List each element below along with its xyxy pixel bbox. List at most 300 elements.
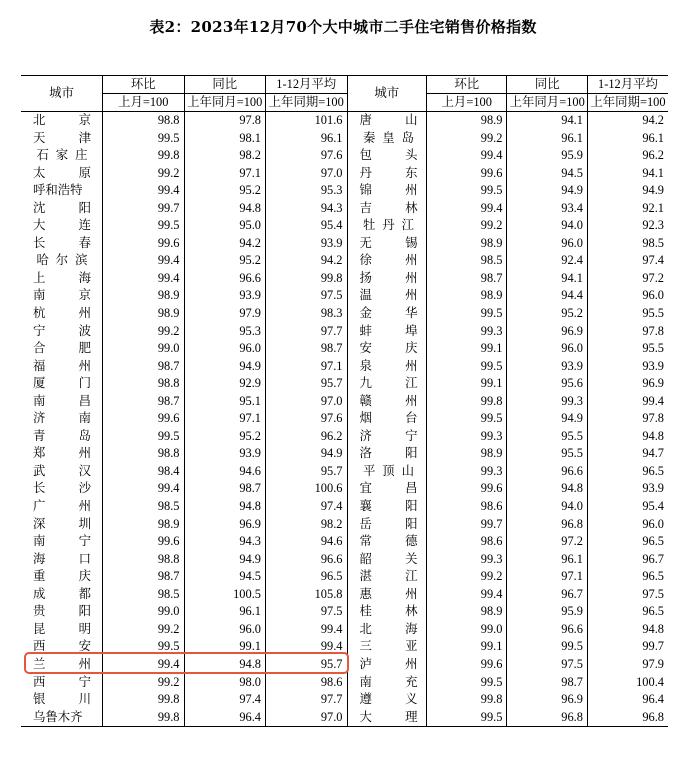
mom-value: 98.8 (103, 551, 185, 569)
yoy-value-2: 99.5 (507, 638, 587, 656)
yoy-value-2: 96.8 (507, 516, 587, 534)
mom-value-2: 99.1 (426, 375, 506, 393)
avg-value-2: 95.5 (587, 305, 668, 323)
table-row (21, 375, 668, 393)
avg-value: 96.2 (266, 428, 348, 446)
city-name-2: 平 顶 山 (362, 463, 415, 478)
avg-value: 97.5 (266, 287, 348, 305)
city-name: 深 圳 (33, 516, 91, 531)
avg-value: 94.6 (266, 533, 348, 551)
yoy-value: 95.3 (184, 323, 266, 341)
avg-value-2: 96.5 (587, 568, 668, 586)
mom-value-2: 99.7 (426, 516, 506, 534)
mom-value: 98.7 (103, 358, 185, 376)
avg-value: 97.0 (266, 709, 348, 727)
yoy-value-2: 93.4 (507, 200, 587, 218)
city-name: 大 连 (33, 218, 91, 233)
avg-value-2: 94.8 (587, 621, 668, 639)
yoy-value: 94.8 (184, 200, 266, 218)
avg-value: 100.6 (266, 480, 348, 498)
yoy-value: 96.0 (184, 340, 266, 358)
table-row (21, 200, 668, 218)
mom-value-2: 99.5 (426, 709, 506, 727)
avg-value: 97.4 (266, 498, 348, 516)
yoy-value-2: 97.2 (507, 533, 587, 551)
table-row (21, 709, 668, 727)
city-name: 合 肥 (33, 341, 91, 356)
mom-value: 98.9 (103, 516, 185, 534)
city-name: 南 宁 (33, 534, 91, 549)
avg-value-2: 100.4 (587, 674, 668, 692)
header-yoy-sub: 上年同月=100 (184, 94, 266, 112)
city-name: 厦 门 (33, 376, 91, 391)
yoy-value-2: 94.0 (507, 217, 587, 235)
avg-value: 96.5 (266, 568, 348, 586)
avg-value: 99.4 (266, 638, 348, 656)
city-name-2: 蚌 埠 (359, 323, 418, 338)
mom-value: 99.4 (103, 656, 185, 674)
city-name: 南 京 (33, 288, 91, 303)
yoy-value: 97.4 (184, 691, 266, 709)
city-name-2: 湛 江 (359, 569, 418, 584)
city-name-2: 襄 阳 (359, 499, 418, 514)
mom-value: 98.8 (103, 375, 185, 393)
mom-value: 99.4 (103, 252, 185, 270)
mom-value: 99.0 (103, 340, 185, 358)
table-row (21, 165, 668, 183)
yoy-value-2: 95.5 (507, 445, 587, 463)
city-name: 北 京 (33, 113, 91, 127)
mom-value: 99.5 (103, 638, 185, 656)
yoy-value-2: 95.9 (507, 147, 587, 165)
city-name: 太 原 (33, 165, 91, 180)
avg-value: 97.0 (266, 165, 348, 183)
yoy-value-2: 96.6 (507, 463, 587, 481)
table-row (21, 217, 668, 235)
avg-value-2: 92.1 (587, 200, 668, 218)
mom-value-2: 99.4 (426, 200, 506, 218)
city-name-2: 安 庆 (359, 341, 418, 356)
city-name: 上 海 (33, 270, 91, 285)
mom-value-2: 98.6 (426, 533, 506, 551)
city-name: 武 汉 (33, 463, 91, 478)
city-name: 宁 波 (33, 323, 91, 338)
mom-value: 98.9 (103, 287, 185, 305)
avg-value: 101.6 (266, 112, 348, 130)
mom-value-2: 99.8 (426, 691, 506, 709)
yoy-value-2: 94.9 (507, 182, 587, 200)
city-name: 兰 州 (33, 656, 91, 671)
city-name: 济 南 (33, 411, 91, 426)
table-body (21, 112, 668, 727)
city-name-2: 温 州 (359, 288, 418, 303)
avg-value: 96.6 (266, 551, 348, 569)
mom-value-2: 99.2 (426, 217, 506, 235)
yoy-value-2: 94.9 (507, 410, 587, 428)
avg-value-2: 93.9 (587, 480, 668, 498)
mom-value-2: 99.6 (426, 656, 506, 674)
city-name: 广 州 (33, 499, 91, 514)
table-row (21, 691, 668, 709)
avg-value-2: 97.4 (587, 252, 668, 270)
avg-value-2: 96.8 (587, 709, 668, 727)
city-name: 长 沙 (33, 481, 91, 496)
avg-value-2: 96.4 (587, 691, 668, 709)
avg-value: 98.3 (266, 305, 348, 323)
table-row (21, 147, 668, 165)
header-yoy-sub-2: 上年同月=100 (507, 94, 587, 112)
mom-value: 99.4 (103, 270, 185, 288)
avg-value-2: 96.2 (587, 147, 668, 165)
city-name-2: 唐 山 (359, 113, 418, 127)
table-row (21, 533, 668, 551)
avg-value: 93.9 (266, 235, 348, 253)
mom-value: 98.7 (103, 393, 185, 411)
mom-value-2: 98.5 (426, 252, 506, 270)
yoy-value-2: 97.1 (507, 568, 587, 586)
yoy-value-2: 97.5 (507, 656, 587, 674)
mom-value-2: 99.3 (426, 428, 506, 446)
avg-value-2: 97.8 (587, 410, 668, 428)
header-avg-sub-2: 上年同期=100 (587, 94, 668, 112)
yoy-value: 94.9 (184, 358, 266, 376)
mom-value-2: 99.3 (426, 463, 506, 481)
yoy-value-2: 93.9 (507, 358, 587, 376)
mom-value-2: 99.0 (426, 621, 506, 639)
yoy-value: 96.6 (184, 270, 266, 288)
yoy-value-2: 96.9 (507, 691, 587, 709)
avg-value-2: 96.5 (587, 533, 668, 551)
yoy-value: 95.2 (184, 182, 266, 200)
yoy-value: 95.1 (184, 393, 266, 411)
mom-value-2: 99.6 (426, 165, 506, 183)
avg-value: 98.6 (266, 674, 348, 692)
table-row (21, 551, 668, 569)
avg-value-2: 94.2 (587, 112, 668, 130)
mom-value: 99.2 (103, 621, 185, 639)
table-row (21, 340, 668, 358)
yoy-value-2: 95.6 (507, 375, 587, 393)
yoy-value-2: 96.8 (507, 709, 587, 727)
yoy-value-2: 96.0 (507, 235, 587, 253)
avg-value: 94.9 (266, 445, 348, 463)
avg-value: 98.7 (266, 340, 348, 358)
table-row (21, 358, 668, 376)
mom-value: 99.4 (103, 182, 185, 200)
table-row (21, 428, 668, 446)
mom-value-2: 99.1 (426, 340, 506, 358)
mom-value: 98.4 (103, 463, 185, 481)
city-name-2: 三 亚 (359, 639, 418, 654)
mom-value-2: 99.6 (426, 480, 506, 498)
yoy-value: 95.2 (184, 252, 266, 270)
mom-value: 99.5 (103, 428, 185, 446)
table-row (21, 112, 668, 130)
city-name-2: 洛 阳 (359, 446, 418, 461)
table-row (21, 182, 668, 200)
yoy-value: 94.2 (184, 235, 266, 253)
yoy-value-2: 96.7 (507, 586, 587, 604)
header-avg-2: 1-12月平均 (587, 76, 668, 94)
mom-value: 98.9 (103, 305, 185, 323)
avg-value-2: 96.1 (587, 130, 668, 148)
city-name: 青 岛 (33, 428, 91, 443)
city-name: 哈 尔 滨 (36, 253, 88, 268)
header-avg-sub: 上年同期=100 (266, 94, 348, 112)
city-name: 福 州 (33, 358, 91, 373)
city-name-2: 锦 州 (359, 183, 418, 198)
mom-value: 99.2 (103, 323, 185, 341)
yoy-value-2: 95.9 (507, 603, 587, 621)
city-name: 呼 和 浩 特 (33, 183, 83, 198)
city-name-2: 济 宁 (359, 428, 418, 443)
yoy-value-2: 94.5 (507, 165, 587, 183)
mom-value-2: 98.9 (426, 603, 506, 621)
avg-value: 97.5 (266, 603, 348, 621)
mom-value-2: 98.6 (426, 498, 506, 516)
city-name-2: 南 充 (359, 674, 418, 689)
header-mom-sub: 上月=100 (103, 94, 185, 112)
mom-value: 99.5 (103, 217, 185, 235)
yoy-value-2: 94.1 (507, 112, 587, 130)
mom-value-2: 99.5 (426, 358, 506, 376)
table-row (21, 252, 668, 270)
header-avg: 1-12月平均 (266, 76, 348, 94)
header-yoy: 同比 (184, 76, 266, 94)
city-name-2: 秦 皇 岛 (362, 130, 415, 145)
header-city-2: 城市 (347, 76, 426, 112)
table-row (21, 621, 668, 639)
city-name: 海 口 (33, 551, 91, 566)
yoy-value: 95.0 (184, 217, 266, 235)
mom-value-2: 99.5 (426, 182, 506, 200)
city-name-2: 宜 昌 (359, 481, 418, 496)
yoy-value-2: 94.8 (507, 480, 587, 498)
yoy-value-2: 96.6 (507, 621, 587, 639)
mom-value-2: 99.2 (426, 130, 506, 148)
mom-value-2: 99.8 (426, 393, 506, 411)
city-name-2: 常 德 (359, 534, 418, 549)
yoy-value: 98.0 (184, 674, 266, 692)
table-row (21, 480, 668, 498)
avg-value-2: 98.5 (587, 235, 668, 253)
table-row (21, 674, 668, 692)
mom-value: 99.6 (103, 410, 185, 428)
city-name-2: 金 华 (359, 306, 418, 321)
yoy-value-2: 96.1 (507, 130, 587, 148)
mom-value-2: 98.9 (426, 287, 506, 305)
mom-value-2: 99.3 (426, 323, 506, 341)
yoy-value: 98.7 (184, 480, 266, 498)
table-row (21, 586, 668, 604)
avg-value-2: 95.5 (587, 340, 668, 358)
yoy-value: 94.8 (184, 498, 266, 516)
city-name-2: 吉 林 (359, 200, 418, 215)
avg-value: 97.7 (266, 691, 348, 709)
avg-value: 99.4 (266, 621, 348, 639)
yoy-value-2: 94.0 (507, 498, 587, 516)
city-name-2: 惠 州 (359, 586, 418, 601)
avg-value-2: 99.7 (587, 638, 668, 656)
table-row (21, 445, 668, 463)
city-name: 石 家 庄 (36, 148, 88, 163)
city-name-2: 赣 州 (359, 393, 418, 408)
header-mom: 环比 (103, 76, 185, 94)
avg-value-2: 93.9 (587, 358, 668, 376)
avg-value-2: 94.7 (587, 445, 668, 463)
yoy-value-2: 92.4 (507, 252, 587, 270)
avg-value-2: 96.5 (587, 603, 668, 621)
avg-value-2: 94.1 (587, 165, 668, 183)
table-title: 表2：2023年12月70个大中城市二手住宅销售价格指数 (149, 18, 537, 36)
yoy-value: 95.2 (184, 428, 266, 446)
avg-value: 95.3 (266, 182, 348, 200)
mom-value: 99.0 (103, 603, 185, 621)
mom-value: 99.6 (103, 235, 185, 253)
avg-value-2: 97.2 (587, 270, 668, 288)
header-yoy-2: 同比 (507, 76, 587, 94)
city-name: 沈 阳 (33, 200, 91, 215)
header-mom-2: 环比 (426, 76, 506, 94)
table-row (21, 603, 668, 621)
city-name-2: 岳 阳 (359, 516, 418, 531)
avg-value-2: 96.9 (587, 375, 668, 393)
mom-value-2: 98.9 (426, 445, 506, 463)
avg-value-2: 92.3 (587, 217, 668, 235)
mom-value: 99.8 (103, 709, 185, 727)
yoy-value: 97.9 (184, 305, 266, 323)
table-row (21, 498, 668, 516)
yoy-value: 96.4 (184, 709, 266, 727)
avg-value-2: 94.8 (587, 428, 668, 446)
mom-value-2: 99.4 (426, 586, 506, 604)
city-name-2: 九 江 (359, 376, 418, 391)
yoy-value-2: 96.9 (507, 323, 587, 341)
avg-value: 96.1 (266, 130, 348, 148)
yoy-value: 96.0 (184, 621, 266, 639)
city-name-2: 扬 州 (359, 270, 418, 285)
yoy-value: 92.9 (184, 375, 266, 393)
mom-value-2: 99.5 (426, 674, 506, 692)
yoy-value: 94.5 (184, 568, 266, 586)
avg-value: 95.7 (266, 463, 348, 481)
table-row (21, 463, 668, 481)
mom-value-2: 99.2 (426, 568, 506, 586)
city-name-2: 丹 东 (359, 165, 418, 180)
avg-value-2: 96.5 (587, 463, 668, 481)
avg-value: 98.2 (266, 516, 348, 534)
yoy-value: 99.1 (184, 638, 266, 656)
avg-value-2: 94.9 (587, 182, 668, 200)
avg-value: 97.7 (266, 323, 348, 341)
city-name: 天 津 (33, 130, 91, 145)
avg-value: 97.1 (266, 358, 348, 376)
mom-value: 98.5 (103, 498, 185, 516)
yoy-value: 94.6 (184, 463, 266, 481)
mom-value: 99.5 (103, 130, 185, 148)
yoy-value: 94.9 (184, 551, 266, 569)
yoy-value: 94.8 (184, 656, 266, 674)
city-name-2: 大 理 (359, 709, 418, 724)
avg-value-2: 97.8 (587, 323, 668, 341)
city-name-2: 泸 州 (359, 656, 418, 671)
mom-value-2: 99.3 (426, 551, 506, 569)
city-name-2: 北 海 (359, 621, 418, 636)
city-name-2: 桂 林 (359, 604, 418, 619)
mom-value-2: 98.7 (426, 270, 506, 288)
yoy-value-2: 94.4 (507, 287, 587, 305)
mom-value-2: 99.5 (426, 410, 506, 428)
mom-value: 98.5 (103, 586, 185, 604)
table-row (21, 305, 668, 323)
header-mom-sub-2: 上月=100 (426, 94, 506, 112)
avg-value: 94.2 (266, 252, 348, 270)
city-name-2: 韶 关 (359, 551, 418, 566)
yoy-value: 100.5 (184, 586, 266, 604)
city-name-2: 泉 州 (359, 358, 418, 373)
city-name: 银 川 (33, 692, 91, 707)
yoy-value: 93.9 (184, 445, 266, 463)
yoy-value: 93.9 (184, 287, 266, 305)
mom-value-2: 98.9 (426, 235, 506, 253)
avg-value: 97.0 (266, 393, 348, 411)
city-name-2: 包 头 (359, 148, 418, 163)
avg-value-2: 96.0 (587, 516, 668, 534)
yoy-value-2: 95.5 (507, 428, 587, 446)
yoy-value: 96.1 (184, 603, 266, 621)
city-name: 成 都 (33, 586, 91, 601)
city-name-2: 烟 台 (359, 411, 418, 426)
table-row (21, 516, 668, 534)
table-row (21, 235, 668, 253)
yoy-value-2: 99.3 (507, 393, 587, 411)
city-name: 杭 州 (33, 306, 91, 321)
avg-value-2: 97.9 (587, 656, 668, 674)
avg-value: 97.6 (266, 147, 348, 165)
city-name-2: 无 锡 (359, 235, 418, 250)
avg-value: 97.6 (266, 410, 348, 428)
yoy-value-2: 94.1 (507, 270, 587, 288)
city-name: 乌 鲁 木 齐 (33, 709, 83, 724)
mom-value: 98.8 (103, 112, 185, 130)
avg-value: 95.4 (266, 217, 348, 235)
avg-value: 95.7 (266, 375, 348, 393)
city-name: 长 春 (33, 235, 91, 250)
city-name: 西 安 (33, 639, 91, 654)
city-name: 昆 明 (33, 621, 91, 636)
header-city: 城市 (49, 86, 74, 100)
highlight-box (24, 652, 349, 674)
table-row (21, 568, 668, 586)
avg-value-2: 97.5 (587, 586, 668, 604)
yoy-value: 98.2 (184, 147, 266, 165)
yoy-value: 96.9 (184, 516, 266, 534)
city-name: 西 宁 (33, 674, 91, 689)
table-row (21, 130, 668, 148)
mom-value-2: 99.1 (426, 638, 506, 656)
table-row (21, 287, 668, 305)
mom-value-2: 99.5 (426, 305, 506, 323)
yoy-value-2: 95.2 (507, 305, 587, 323)
table-row (21, 270, 668, 288)
mom-value: 99.2 (103, 674, 185, 692)
mom-value-2: 99.4 (426, 147, 506, 165)
yoy-value: 97.8 (184, 112, 266, 130)
mom-value: 99.8 (103, 147, 185, 165)
mom-value: 99.7 (103, 200, 185, 218)
avg-value-2: 96.7 (587, 551, 668, 569)
mom-value: 99.6 (103, 533, 185, 551)
